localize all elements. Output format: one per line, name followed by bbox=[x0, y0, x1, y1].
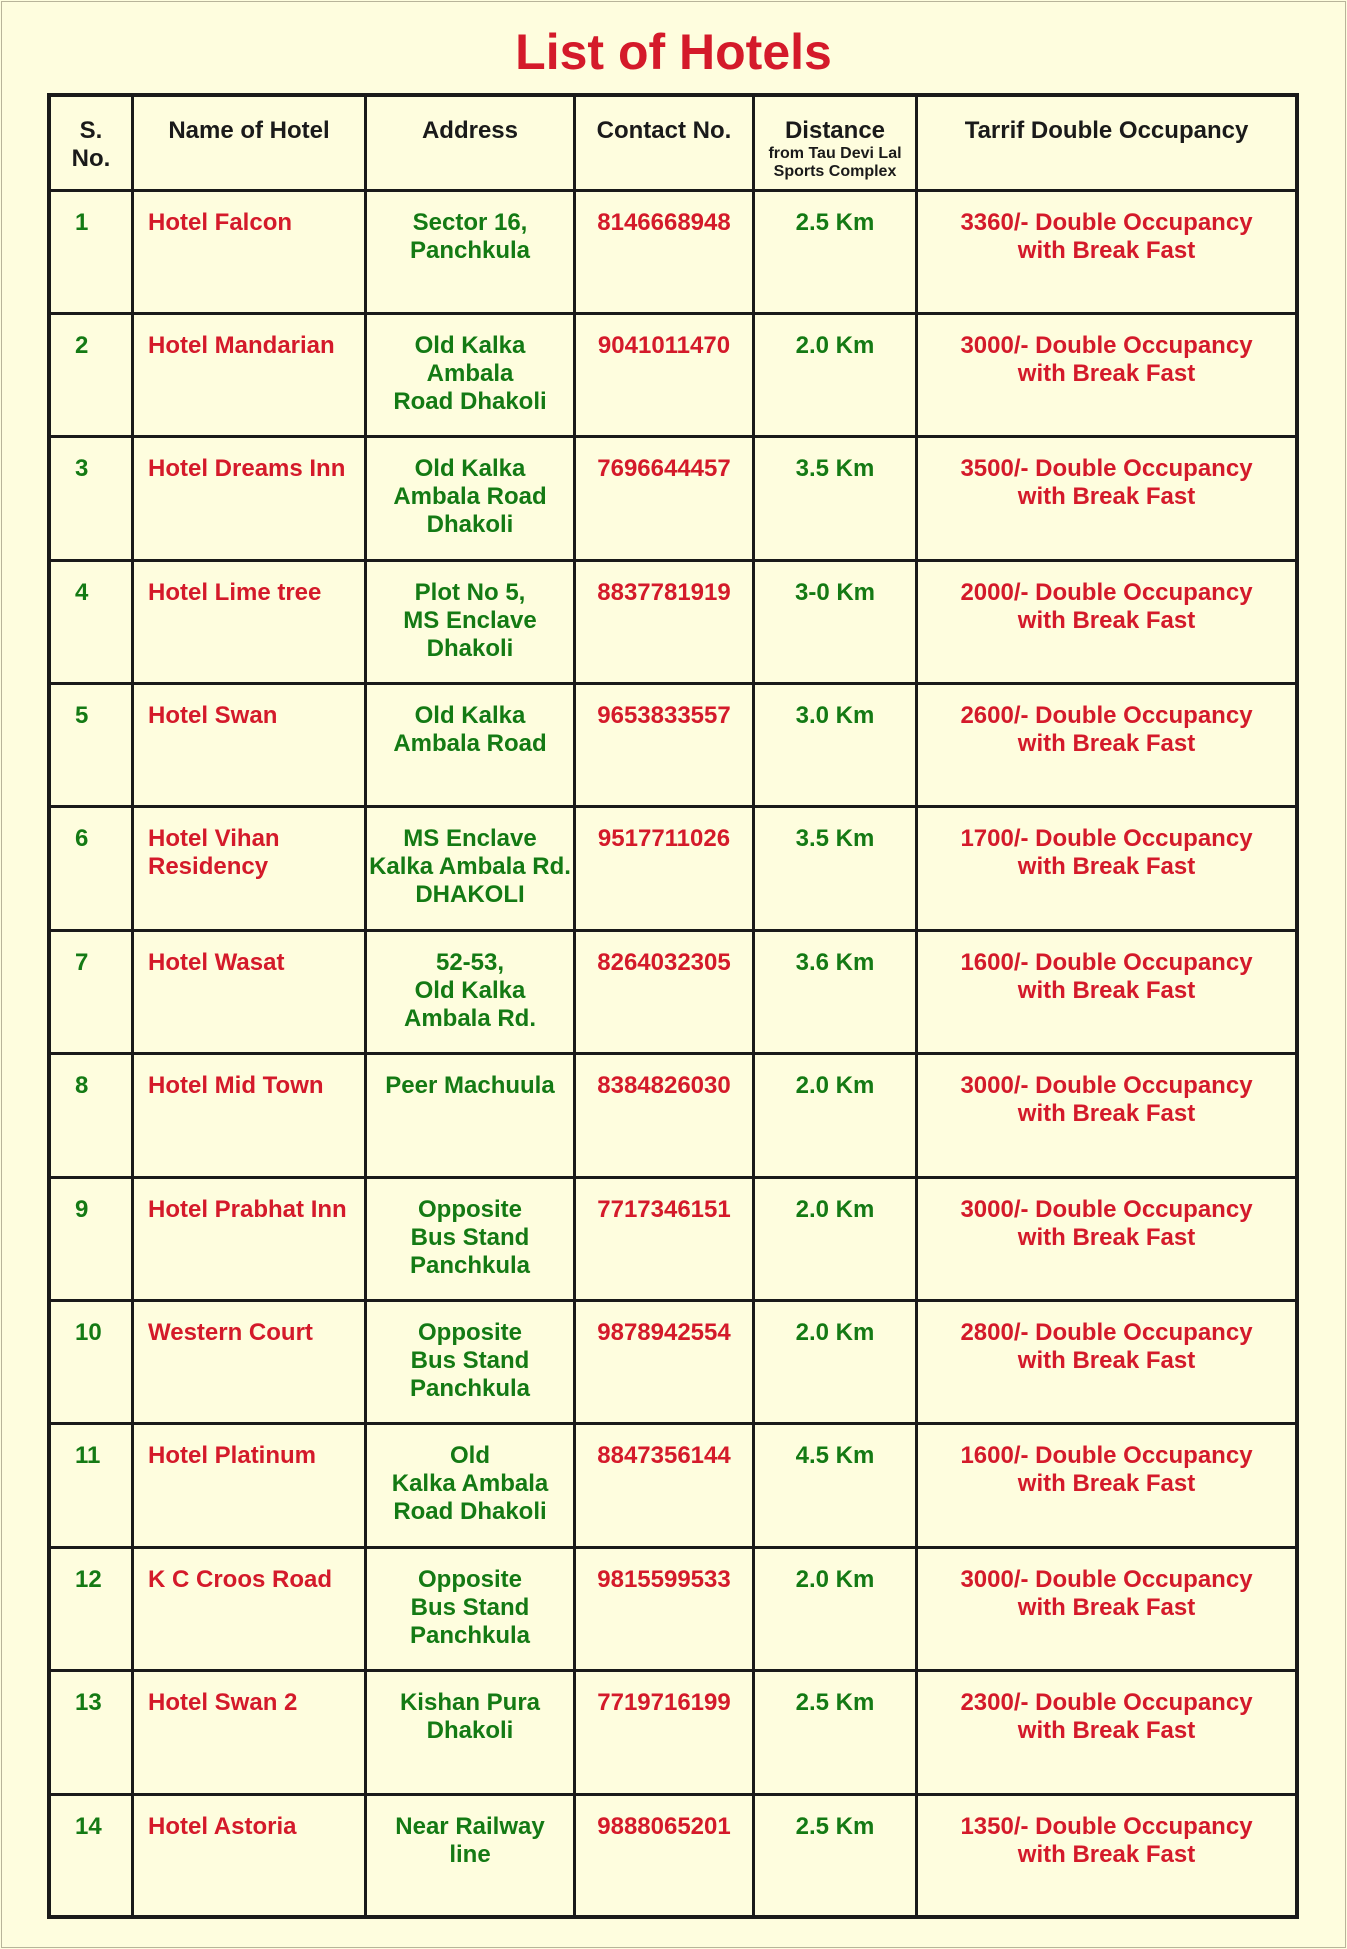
cell-tarrif: 3360/- Double Occupancy with Break Fast bbox=[917, 190, 1298, 313]
cell-sno: 4 bbox=[49, 560, 133, 683]
cell-address: Near Railway line bbox=[366, 1794, 575, 1917]
cell-contact: 9815599533 bbox=[575, 1547, 754, 1670]
cell-contact: 9517711026 bbox=[575, 807, 754, 930]
cell-hotel-name: Hotel Swan bbox=[133, 684, 366, 807]
cell-tarrif: 3000/- Double Occupancy with Break Fast bbox=[917, 313, 1298, 436]
cell-distance: 2.0 Km bbox=[754, 1177, 917, 1300]
cell-hotel-name: Hotel Swan 2 bbox=[133, 1671, 366, 1794]
cell-tarrif: 1350/- Double Occupancy with Break Fast bbox=[917, 1794, 1298, 1917]
table-row bbox=[49, 1424, 1297, 1547]
cell-address: Opposite Bus Stand Panchkula bbox=[366, 1177, 575, 1300]
table-header-row bbox=[49, 95, 1297, 190]
cell-hotel-name: Hotel Wasat bbox=[133, 930, 366, 1053]
header-tarrif: Tarrif Double Occupancy bbox=[917, 95, 1298, 190]
header-sno: S. No. bbox=[49, 95, 133, 190]
cell-hotel-name: Western Court bbox=[133, 1301, 366, 1424]
cell-contact: 7696644457 bbox=[575, 437, 754, 560]
cell-contact: 8146668948 bbox=[575, 190, 754, 313]
cell-sno: 3 bbox=[49, 437, 133, 560]
cell-distance: 2.0 Km bbox=[754, 1301, 917, 1424]
table-row bbox=[49, 313, 1297, 436]
cell-hotel-name: Hotel Platinum bbox=[133, 1424, 366, 1547]
table-row bbox=[49, 684, 1297, 807]
cell-sno: 6 bbox=[49, 807, 133, 930]
cell-tarrif: 2000/- Double Occupancy with Break Fast bbox=[917, 560, 1298, 683]
table-row bbox=[49, 1301, 1297, 1424]
cell-contact: 9888065201 bbox=[575, 1794, 754, 1917]
cell-sno: 1 bbox=[49, 190, 133, 313]
table-row bbox=[49, 930, 1297, 1053]
cell-tarrif: 1700/- Double Occupancy with Break Fast bbox=[917, 807, 1298, 930]
table-row bbox=[49, 1794, 1297, 1917]
cell-sno: 11 bbox=[49, 1424, 133, 1547]
cell-address: 52-53, Old Kalka Ambala Rd. bbox=[366, 930, 575, 1053]
cell-distance: 3.6 Km bbox=[754, 930, 917, 1053]
cell-sno: 14 bbox=[49, 1794, 133, 1917]
cell-address: Sector 16, Panchkula bbox=[366, 190, 575, 313]
cell-hotel-name: Hotel Mid Town bbox=[133, 1054, 366, 1177]
cell-tarrif: 3000/- Double Occupancy with Break Fast bbox=[917, 1177, 1298, 1300]
cell-address: Old Kalka Ambala Road Dhakoli bbox=[366, 313, 575, 436]
cell-distance: 3-0 Km bbox=[754, 560, 917, 683]
cell-sno: 7 bbox=[49, 930, 133, 1053]
cell-contact: 7719716199 bbox=[575, 1671, 754, 1794]
cell-tarrif: 1600/- Double Occupancy with Break Fast bbox=[917, 1424, 1298, 1547]
cell-distance: 2.5 Km bbox=[754, 1794, 917, 1917]
cell-tarrif: 2800/- Double Occupancy with Break Fast bbox=[917, 1301, 1298, 1424]
table-row bbox=[49, 560, 1297, 683]
cell-contact: 7717346151 bbox=[575, 1177, 754, 1300]
cell-sno: 8 bbox=[49, 1054, 133, 1177]
cell-address: Kishan Pura Dhakoli bbox=[366, 1671, 575, 1794]
table-row bbox=[49, 807, 1297, 930]
cell-distance: 2.0 Km bbox=[754, 1547, 917, 1670]
cell-tarrif: 1600/- Double Occupancy with Break Fast bbox=[917, 930, 1298, 1053]
cell-address: MS Enclave Kalka Ambala Rd. DHAKOLI bbox=[366, 807, 575, 930]
cell-sno: 2 bbox=[49, 313, 133, 436]
cell-address: Peer Machuula bbox=[366, 1054, 575, 1177]
table-row bbox=[49, 437, 1297, 560]
cell-address: Old Kalka Ambala Road bbox=[366, 684, 575, 807]
header-address: Address bbox=[366, 95, 575, 190]
cell-distance: 4.5 Km bbox=[754, 1424, 917, 1547]
table-row bbox=[49, 1054, 1297, 1177]
cell-hotel-name: Hotel Vihan Residency bbox=[133, 807, 366, 930]
cell-hotel-name: Hotel Mandarian bbox=[133, 313, 366, 436]
cell-address: Old Kalka Ambala Road Dhakoli bbox=[366, 1424, 575, 1547]
cell-contact: 8384826030 bbox=[575, 1054, 754, 1177]
cell-tarrif: 3000/- Double Occupancy with Break Fast bbox=[917, 1054, 1298, 1177]
cell-contact: 9878942554 bbox=[575, 1301, 754, 1424]
cell-contact: 9653833557 bbox=[575, 684, 754, 807]
cell-sno: 13 bbox=[49, 1671, 133, 1794]
page-title: List of Hotels bbox=[515, 24, 832, 80]
table-row bbox=[49, 1547, 1297, 1670]
cell-distance: 2.5 Km bbox=[754, 1671, 917, 1794]
header-contact: Contact No. bbox=[575, 95, 754, 190]
cell-address: Opposite Bus Stand Panchkula bbox=[366, 1301, 575, 1424]
header-distance-label: Distance bbox=[784, 117, 886, 144]
cell-tarrif: 3000/- Double Occupancy with Break Fast bbox=[917, 1547, 1298, 1670]
cell-tarrif: 3500/- Double Occupancy with Break Fast bbox=[917, 437, 1298, 560]
cell-contact: 8837781919 bbox=[575, 560, 754, 683]
hotels-table bbox=[47, 93, 1299, 1919]
cell-hotel-name: Hotel Lime tree bbox=[133, 560, 366, 683]
cell-contact: 8264032305 bbox=[575, 930, 754, 1053]
header-name: Name of Hotel bbox=[133, 95, 366, 190]
cell-tarrif: 2300/- Double Occupancy with Break Fast bbox=[917, 1671, 1298, 1794]
cell-distance: 2.5 Km bbox=[754, 190, 917, 313]
cell-hotel-name: Hotel Astoria bbox=[133, 1794, 366, 1917]
cell-sno: 5 bbox=[49, 684, 133, 807]
cell-contact: 9041011470 bbox=[575, 313, 754, 436]
cell-hotel-name: Hotel Falcon bbox=[133, 190, 366, 313]
table-row bbox=[49, 190, 1297, 313]
cell-distance: 2.0 Km bbox=[754, 313, 917, 436]
cell-hotel-name: K C Croos Road bbox=[133, 1547, 366, 1670]
cell-distance: 3.0 Km bbox=[754, 684, 917, 807]
header-distance-sub: from Tau Devi Lal Sports Complex bbox=[768, 145, 902, 180]
cell-hotel-name: Hotel Dreams Inn bbox=[133, 437, 366, 560]
cell-distance: 2.0 Km bbox=[754, 1054, 917, 1177]
cell-sno: 12 bbox=[49, 1547, 133, 1670]
cell-sno: 9 bbox=[49, 1177, 133, 1300]
cell-address: Plot No 5, MS Enclave Dhakoli bbox=[366, 560, 575, 683]
cell-distance: 3.5 Km bbox=[754, 807, 917, 930]
table-row bbox=[49, 1671, 1297, 1794]
table-row bbox=[49, 1177, 1297, 1300]
cell-tarrif: 2600/- Double Occupancy with Break Fast bbox=[917, 684, 1298, 807]
cell-hotel-name: Hotel Prabhat Inn bbox=[133, 1177, 366, 1300]
cell-contact: 8847356144 bbox=[575, 1424, 754, 1547]
table-body bbox=[49, 190, 1297, 1917]
cell-address: Opposite Bus Stand Panchkula bbox=[366, 1547, 575, 1670]
cell-sno: 10 bbox=[49, 1301, 133, 1424]
cell-distance: 3.5 Km bbox=[754, 437, 917, 560]
cell-address: Old Kalka Ambala Road Dhakoli bbox=[366, 437, 575, 560]
header-distance bbox=[754, 95, 917, 190]
